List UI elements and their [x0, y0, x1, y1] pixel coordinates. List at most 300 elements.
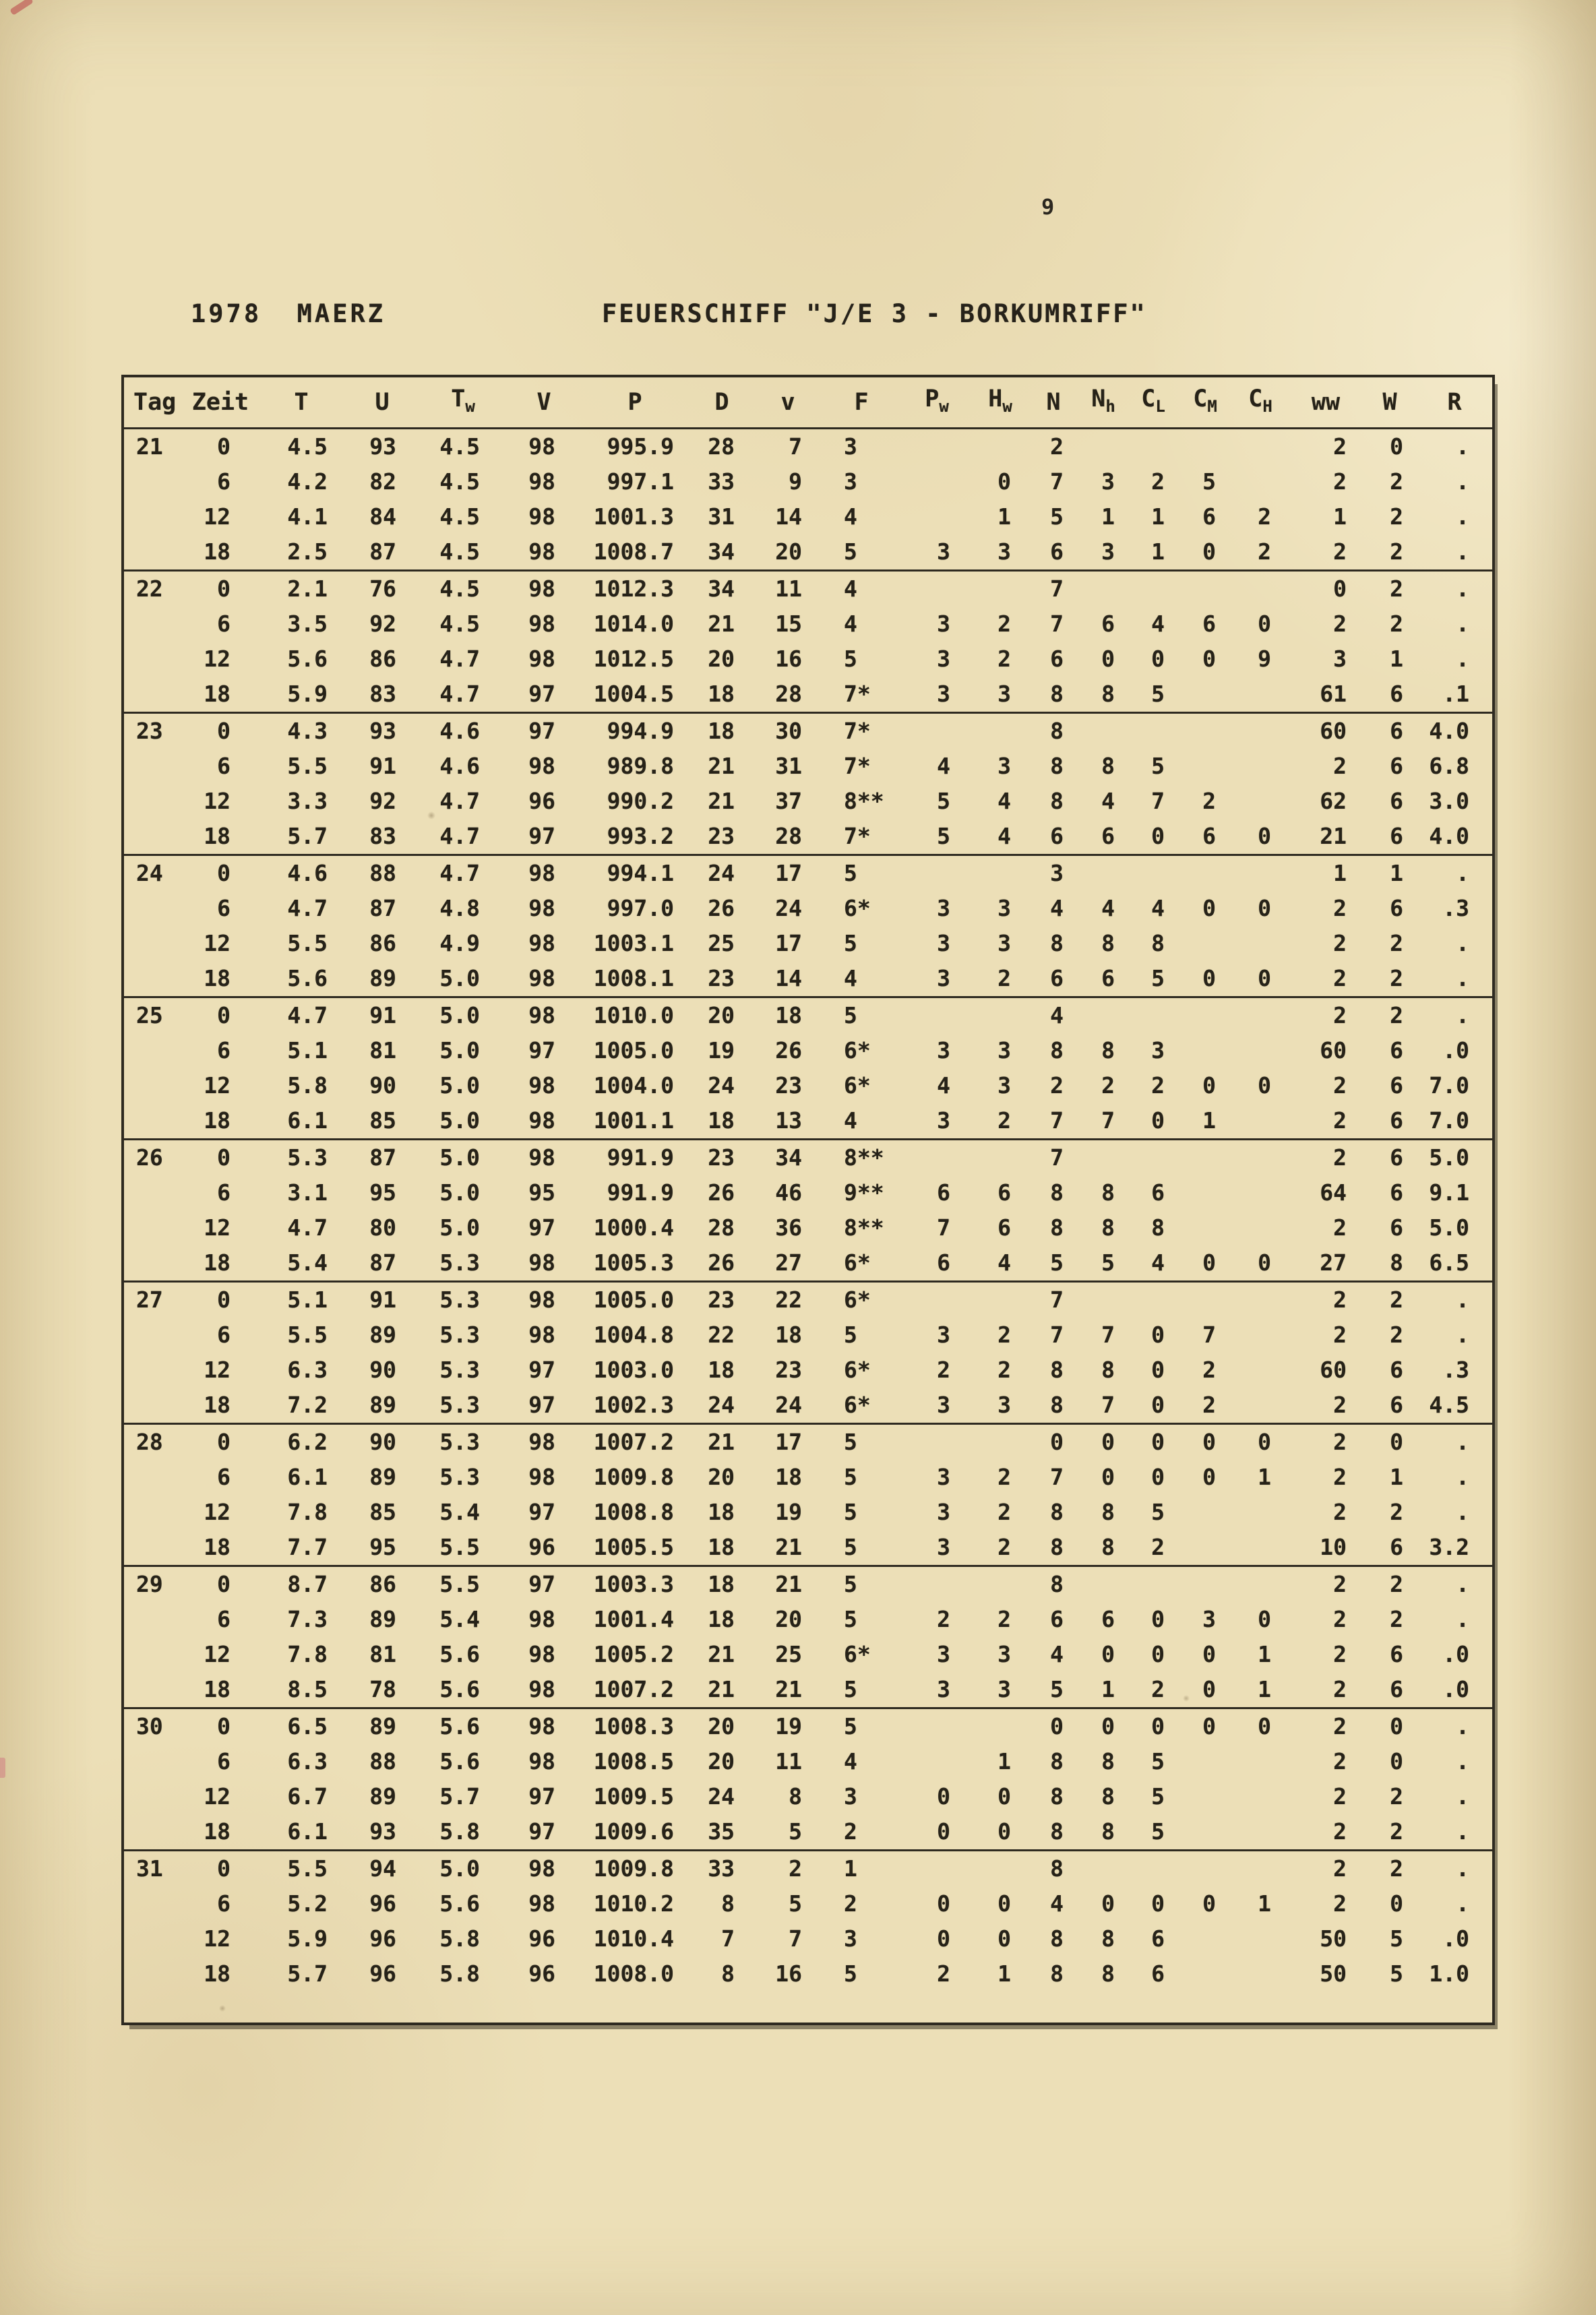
- table-cell: 5.0: [439, 1002, 480, 1028]
- table-row: [123, 607, 1494, 642]
- table-cell: 9**: [844, 1179, 884, 1206]
- table-cell: 0: [1202, 895, 1216, 921]
- table-cell: .3: [1442, 1357, 1469, 1383]
- table-cell: 6: [1390, 1072, 1403, 1099]
- day-group: [123, 1424, 1494, 1566]
- table-cell: 4: [844, 611, 857, 637]
- table-cell: 88: [369, 860, 396, 886]
- table-cell: 4: [998, 1249, 1011, 1276]
- table-cell: 2: [1333, 1713, 1347, 1739]
- table-row: [123, 429, 1494, 465]
- table-cell: 36: [775, 1214, 802, 1241]
- table-cell: 98: [528, 646, 555, 672]
- table-cell: 2: [998, 1499, 1011, 1525]
- table-cell: 6: [217, 611, 231, 637]
- table-cell: 5: [1050, 1249, 1064, 1276]
- table-cell: [123, 1814, 183, 1851]
- table-cell: 60: [1320, 718, 1347, 744]
- table-cell: 60: [1320, 1357, 1347, 1383]
- table-cell: [123, 642, 183, 677]
- table-cell: 2: [1390, 1606, 1403, 1632]
- table-cell: 6: [1390, 1179, 1403, 1206]
- table-cell: 4.0: [1429, 718, 1469, 744]
- table-cell: 8: [1101, 1534, 1115, 1560]
- table-cell: 1: [1202, 1107, 1216, 1134]
- table-cell: .: [1456, 1818, 1469, 1845]
- table-cell: [902, 1424, 972, 1460]
- table-cell: [1232, 997, 1289, 1034]
- table-cell: 1008.0: [593, 1961, 674, 1987]
- table-cell: 0: [1258, 611, 1271, 637]
- table-cell: 1002.3: [593, 1392, 674, 1418]
- table-cell: 1001.4: [593, 1606, 674, 1632]
- table-cell: 0: [1202, 1641, 1216, 1667]
- table-cell: 5.7: [287, 1961, 328, 1987]
- table-cell: 3: [998, 1676, 1011, 1702]
- table-cell: 87: [369, 1144, 396, 1171]
- table-cell: [1232, 1530, 1289, 1566]
- table-cell: 20: [708, 1002, 735, 1028]
- table-cell: 13: [775, 1107, 802, 1134]
- table-cell: 3: [1202, 1606, 1216, 1632]
- table-cell: 8: [1101, 1748, 1115, 1774]
- table-cell: .: [1456, 576, 1469, 602]
- table-cell: 7.0: [1429, 1107, 1469, 1134]
- table-cell: [1128, 571, 1178, 607]
- table-cell: 98: [528, 965, 555, 991]
- table-cell: 3: [1101, 468, 1115, 495]
- table-cell: 4: [937, 753, 950, 779]
- table-cell: 0: [1101, 1713, 1115, 1739]
- page-number: 9: [1041, 194, 1056, 220]
- table-cell: 6*: [844, 1357, 871, 1383]
- table-cell: 7: [937, 1214, 950, 1241]
- table-cell: [972, 1140, 1029, 1176]
- table-cell: [123, 926, 183, 961]
- table-cell: 98: [528, 1676, 555, 1702]
- table-cell: 2: [998, 1534, 1011, 1560]
- table-cell: 3: [1151, 1037, 1165, 1063]
- table-cell: 6: [1390, 788, 1403, 814]
- table-cell: 3: [937, 965, 950, 991]
- table-cell: [1178, 677, 1232, 713]
- table-row: [123, 1708, 1494, 1745]
- column-header-u: U: [375, 389, 390, 416]
- table-cell: 0: [998, 1783, 1011, 1810]
- table-row: [123, 749, 1494, 784]
- table-cell: [1128, 1851, 1178, 1887]
- table-cell: [972, 1566, 1029, 1603]
- table-cell: 2: [1390, 611, 1403, 637]
- table-cell: 4.7: [439, 860, 480, 886]
- table-cell: 5.0: [439, 1072, 480, 1099]
- table-cell: .: [1456, 1713, 1469, 1739]
- table-cell: 18: [775, 1464, 802, 1490]
- table-cell: [123, 1530, 183, 1566]
- table-cell: 2: [1390, 1571, 1403, 1597]
- table-cell: 21: [708, 788, 735, 814]
- table-cell: [902, 1708, 972, 1745]
- table-cell: 18: [708, 681, 735, 707]
- table-cell: 7*: [844, 681, 871, 707]
- table-cell: 85: [369, 1499, 396, 1525]
- table-cell: 5: [1202, 468, 1216, 495]
- table-cell: 98: [528, 468, 555, 495]
- table-cell: 5.0: [439, 1037, 480, 1063]
- column-header-d: D: [714, 389, 729, 416]
- day-group: [123, 855, 1494, 997]
- table-cell: 1004.8: [593, 1322, 674, 1348]
- table-cell: [902, 499, 972, 534]
- table-cell: 93: [369, 1818, 396, 1845]
- table-cell: [1178, 997, 1232, 1034]
- table-cell: 2: [1390, 930, 1403, 956]
- table-cell: 10: [1320, 1534, 1347, 1560]
- table-cell: 8: [721, 1890, 735, 1917]
- table-cell: 20: [775, 538, 802, 565]
- table-cell: [1128, 997, 1178, 1034]
- table-cell: 7: [1050, 1322, 1064, 1348]
- table-cell: [1232, 1566, 1289, 1603]
- table-cell: 94: [369, 1855, 396, 1882]
- table-cell: 62: [1320, 788, 1347, 814]
- table-cell: 28: [775, 823, 802, 849]
- table-cell: 12: [204, 1072, 231, 1099]
- table-cell: 6: [1202, 611, 1216, 637]
- table-cell: 18: [204, 1961, 231, 1987]
- table-cell: 5: [844, 1002, 857, 1028]
- table-cell: [1178, 1282, 1232, 1318]
- table-cell: 5: [844, 1322, 857, 1348]
- table-cell: [123, 1779, 183, 1814]
- table-cell: 0: [1101, 1890, 1115, 1917]
- table-row: [123, 534, 1494, 571]
- table-cell: 93: [369, 718, 396, 744]
- table-cell: 5: [789, 1818, 802, 1845]
- table-cell: 6*: [844, 1392, 871, 1418]
- table-cell: 2: [1333, 1002, 1347, 1028]
- table-cell: 0: [1390, 1429, 1403, 1455]
- table-cell: [123, 819, 183, 855]
- table-cell: 97: [528, 718, 555, 744]
- table-cell: .: [1456, 860, 1469, 886]
- table-cell: [1232, 1033, 1289, 1068]
- table-cell: 22: [708, 1322, 735, 1348]
- table-cell: [123, 677, 183, 713]
- table-cell: 2: [1390, 503, 1403, 530]
- table-cell: 1007.2: [593, 1676, 674, 1702]
- table-cell: 98: [528, 1249, 555, 1276]
- table-cell: 2: [1390, 1855, 1403, 1882]
- table-cell: 5: [1151, 681, 1165, 707]
- table-cell: 12: [204, 503, 231, 530]
- table-cell: 3: [998, 1037, 1011, 1063]
- table-cell: 98: [528, 1890, 555, 1917]
- table-cell: [972, 1282, 1029, 1318]
- table-cell: 18: [204, 1534, 231, 1560]
- table-cell: 27: [1320, 1249, 1347, 1276]
- table-cell: 6: [998, 1214, 1011, 1241]
- table-cell: 98: [528, 1713, 555, 1739]
- table-cell: [1232, 464, 1289, 499]
- table-cell: 6: [217, 1748, 231, 1774]
- table-cell: 0: [998, 1818, 1011, 1845]
- table-cell: 2: [1333, 1818, 1347, 1845]
- table-cell: 12: [204, 1499, 231, 1525]
- table-cell: [1232, 1210, 1289, 1245]
- table-cell: 8: [1101, 1783, 1115, 1810]
- table-cell: 5.5: [287, 1855, 328, 1882]
- table-cell: [1232, 677, 1289, 713]
- table-cell: 0: [217, 576, 231, 602]
- table-cell: 0: [1202, 1713, 1216, 1739]
- table-cell: 21: [136, 433, 163, 460]
- table-cell: [972, 1708, 1029, 1745]
- table-cell: 8: [1101, 1179, 1115, 1206]
- table-cell: 1008.3: [593, 1713, 674, 1739]
- table-cell: 5.0: [439, 1179, 480, 1206]
- table-cell: 96: [369, 1925, 396, 1952]
- table-cell: 60: [1320, 1037, 1347, 1063]
- table-cell: 2: [1390, 1818, 1403, 1845]
- table-cell: 8: [1101, 930, 1115, 956]
- table-cell: 86: [369, 1571, 396, 1597]
- table-cell: 3: [998, 1392, 1011, 1418]
- table-cell: 1005.2: [593, 1641, 674, 1667]
- table-cell: 21: [775, 1534, 802, 1560]
- table-cell: [1232, 926, 1289, 961]
- table-cell: .0: [1442, 1925, 1469, 1952]
- table-cell: 6: [1390, 1676, 1403, 1702]
- table-cell: [123, 749, 183, 784]
- table-cell: 2: [998, 1107, 1011, 1134]
- table-row: [123, 571, 1494, 607]
- table-cell: 4: [1101, 895, 1115, 921]
- table-cell: 5: [1050, 503, 1064, 530]
- table-cell: 8: [1050, 1499, 1064, 1525]
- table-cell: .0: [1442, 1641, 1469, 1667]
- table-cell: 5: [1390, 1925, 1403, 1952]
- table-cell: [1128, 713, 1178, 749]
- table-cell: 3: [844, 1925, 857, 1952]
- table-cell: 3: [937, 681, 950, 707]
- table-cell: [1078, 1282, 1128, 1318]
- table-cell: 8: [1050, 681, 1064, 707]
- table-cell: 24: [708, 860, 735, 886]
- table-cell: [1232, 855, 1289, 892]
- table-cell: 87: [369, 895, 396, 921]
- table-cell: 19: [708, 1037, 735, 1063]
- table-cell: [1232, 1388, 1289, 1424]
- table-cell: 0: [1151, 1429, 1165, 1455]
- table-cell: [1178, 1495, 1232, 1530]
- table-cell: 7: [789, 1925, 802, 1952]
- table-cell: 50: [1320, 1925, 1347, 1952]
- table-cell: 2: [1151, 1676, 1165, 1702]
- table-cell: 4: [1151, 895, 1165, 921]
- table-cell: .: [1456, 1855, 1469, 1882]
- table-cell: 8: [1050, 1179, 1064, 1206]
- column-header-v: V: [536, 389, 551, 416]
- table-cell: [1178, 1851, 1232, 1887]
- table-cell: 0: [1151, 1107, 1165, 1134]
- table-cell: 5.2: [287, 1890, 328, 1917]
- table-row: [123, 1602, 1494, 1637]
- table-cell: 93: [369, 433, 396, 460]
- table-cell: [1078, 571, 1128, 607]
- table-cell: 991.9: [607, 1144, 674, 1171]
- table-cell: 37: [775, 788, 802, 814]
- table-cell: .: [1456, 965, 1469, 991]
- table-cell: [123, 1175, 183, 1210]
- table-cell: 5.3: [439, 1322, 480, 1348]
- table-cell: 0: [1101, 1641, 1115, 1667]
- table-cell: 90: [369, 1429, 396, 1455]
- table-cell: 20: [708, 1713, 735, 1739]
- table-cell: 3: [1333, 646, 1347, 672]
- table-cell: 6: [1390, 1357, 1403, 1383]
- table-cell: 0: [1202, 1890, 1216, 1917]
- table-cell: 34: [775, 1144, 802, 1171]
- table-cell: 31: [775, 753, 802, 779]
- table-cell: 1: [1151, 538, 1165, 565]
- table-cell: [972, 1424, 1029, 1460]
- table-cell: 0: [1333, 576, 1347, 602]
- table-cell: 6: [217, 1322, 231, 1348]
- table-cell: 18: [708, 1357, 735, 1383]
- table-cell: 28: [136, 1429, 163, 1455]
- table-cell: [972, 855, 1029, 892]
- table-cell: 2: [1333, 895, 1347, 921]
- table-cell: [902, 571, 972, 607]
- table-cell: 2: [1333, 1606, 1347, 1632]
- table-cell: 6: [1050, 538, 1064, 565]
- table-cell: 5: [844, 860, 857, 886]
- table-cell: 12: [204, 646, 231, 672]
- table-cell: 0: [1151, 1890, 1165, 1917]
- table-cell: 1: [1101, 1676, 1115, 1702]
- table-cell: 0: [1151, 1322, 1165, 1348]
- day-group: [123, 1566, 1494, 1708]
- table-cell: 7: [1151, 788, 1165, 814]
- table-cell: 4: [1151, 611, 1165, 637]
- table-cell: 97: [528, 823, 555, 849]
- table-cell: 5.5: [439, 1534, 480, 1560]
- table-cell: 0: [1101, 1429, 1115, 1455]
- table-cell: 1004.0: [593, 1072, 674, 1099]
- table-cell: 0: [937, 1818, 950, 1845]
- table-cell: 28: [708, 433, 735, 460]
- scan-artifact-red: [9, 0, 34, 16]
- table-cell: 5.9: [287, 1925, 328, 1952]
- table-cell: 2: [1333, 1322, 1347, 1348]
- table-cell: [123, 1672, 183, 1708]
- table-cell: [123, 1602, 183, 1637]
- table-row: [123, 1388, 1494, 1424]
- table-cell: 995.9: [607, 433, 674, 460]
- table-cell: 5: [844, 538, 857, 565]
- table-cell: 4: [1101, 788, 1115, 814]
- table-cell: [123, 1353, 183, 1388]
- table-cell: 95: [369, 1179, 396, 1206]
- table-cell: 89: [369, 1606, 396, 1632]
- table-cell: 98: [528, 1322, 555, 1348]
- table-cell: 18: [204, 681, 231, 707]
- table-cell: 33: [708, 1855, 735, 1882]
- table-cell: [1178, 713, 1232, 749]
- table-cell: [1232, 749, 1289, 784]
- table-cell: 7*: [844, 823, 871, 849]
- table-cell: .: [1456, 1890, 1469, 1917]
- table-cell: [1078, 1140, 1128, 1176]
- table-cell: 5.5: [287, 930, 328, 956]
- table-cell: 5.3: [287, 1144, 328, 1171]
- table-cell: [1178, 1744, 1232, 1779]
- table-cell: 6: [217, 753, 231, 779]
- table-cell: 8: [1151, 1214, 1165, 1241]
- table-cell: 8: [1050, 753, 1064, 779]
- table-cell: 6: [1151, 1961, 1165, 1987]
- table-cell: 2: [1390, 538, 1403, 565]
- column-header-nh: $N_h$: [1091, 385, 1115, 416]
- column-header-n: N: [1046, 389, 1061, 416]
- table-cell: 90: [369, 1072, 396, 1099]
- table-cell: [972, 997, 1029, 1034]
- table-cell: 5.5: [439, 1571, 480, 1597]
- table-cell: 2: [998, 1606, 1011, 1632]
- table-cell: 89: [369, 1713, 396, 1739]
- table-cell: 8: [1101, 1357, 1115, 1383]
- table-cell: 6: [937, 1179, 950, 1206]
- table-cell: 1010.0: [593, 1002, 674, 1028]
- table-cell: 98: [528, 1464, 555, 1490]
- table-cell: 8: [1101, 1961, 1115, 1987]
- table-cell: [1178, 1814, 1232, 1851]
- table-cell: 12: [204, 1641, 231, 1667]
- table-cell: 5.0: [439, 1855, 480, 1882]
- table-cell: 8: [1390, 1249, 1403, 1276]
- table-cell: 91: [369, 1002, 396, 1028]
- table-cell: .: [1456, 468, 1469, 495]
- table-cell: 96: [528, 1534, 555, 1560]
- table-cell: 3: [1050, 860, 1064, 886]
- table-cell: 7: [1050, 1107, 1064, 1134]
- table-cell: 9: [789, 468, 802, 495]
- table-cell: [123, 1921, 183, 1956]
- table-cell: 2: [1050, 433, 1064, 460]
- table-cell: 6.5: [287, 1713, 328, 1739]
- column-header-pw: $P_w$: [925, 385, 949, 416]
- table-cell: 4: [1050, 1890, 1064, 1917]
- table-cell: 18: [204, 1249, 231, 1276]
- table-cell: 29: [136, 1571, 163, 1597]
- table-cell: 6*: [844, 1641, 871, 1667]
- table-cell: 2: [1333, 1499, 1347, 1525]
- table-cell: 18: [204, 1392, 231, 1418]
- table-cell: 25: [708, 930, 735, 956]
- table-cell: 18: [204, 1676, 231, 1702]
- table-cell: 6: [1390, 681, 1403, 707]
- table-cell: 5: [844, 1606, 857, 1632]
- table-cell: [1232, 1851, 1289, 1887]
- table-cell: [123, 499, 183, 534]
- table-cell: .: [1456, 1606, 1469, 1632]
- table-cell: 11: [775, 1748, 802, 1774]
- table-cell: 1: [1258, 1641, 1271, 1667]
- table-cell: [1078, 429, 1128, 465]
- table-cell: 3: [998, 1641, 1011, 1667]
- table-cell: 5.6: [439, 1748, 480, 1774]
